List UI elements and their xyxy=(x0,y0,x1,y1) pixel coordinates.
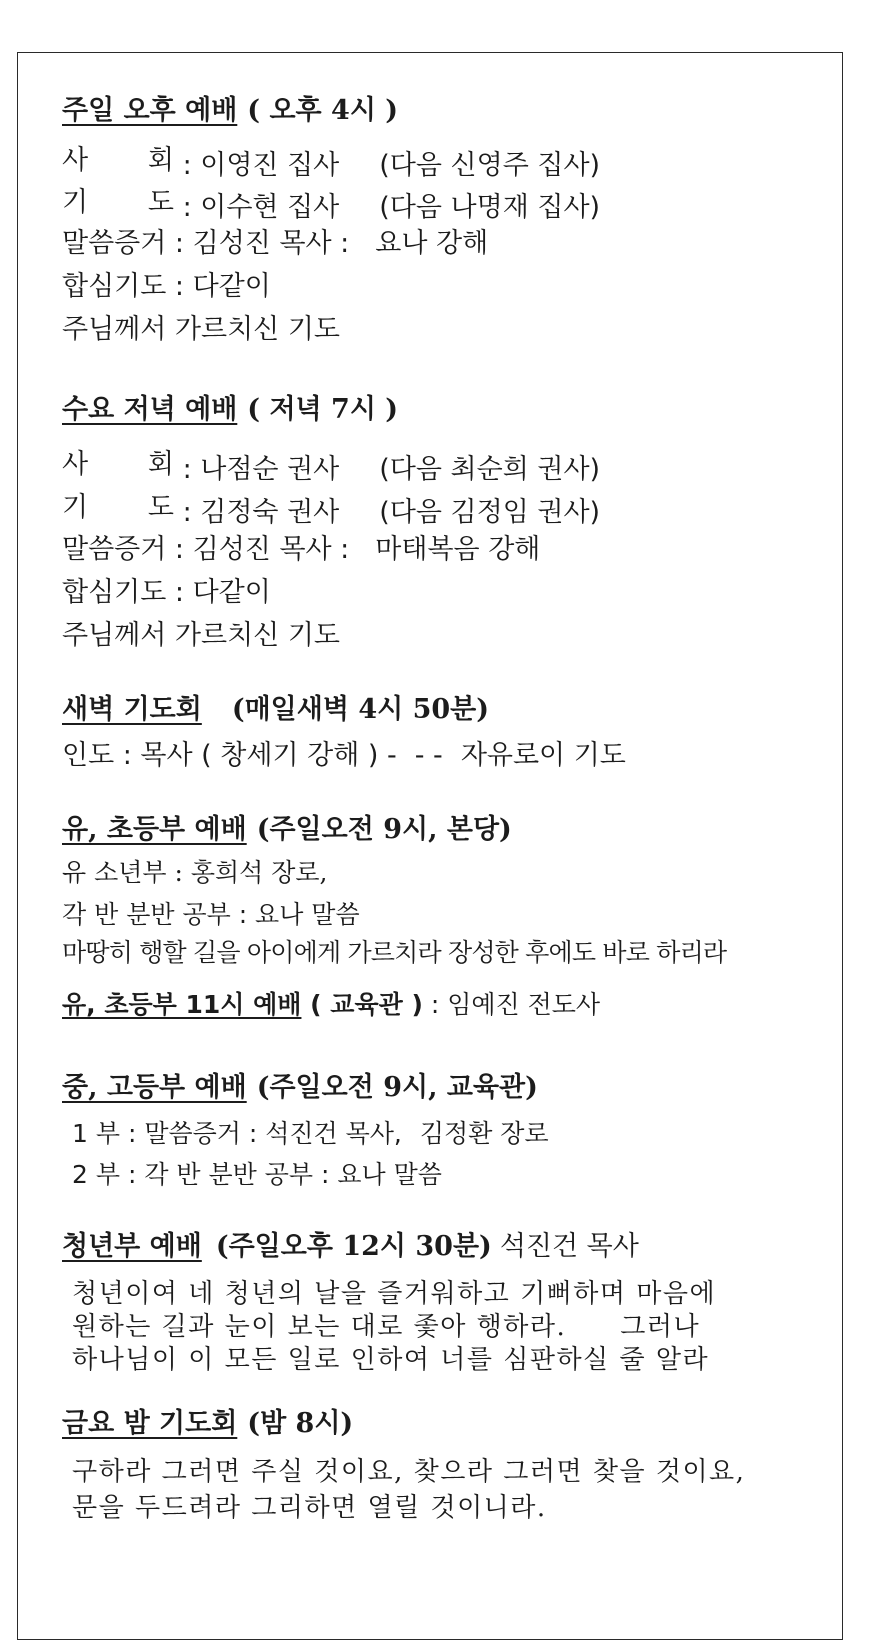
secondary-line2: 2 부 : 각 반 분반 공부 : 요나 말씀 xyxy=(72,1160,442,1189)
sermon-label: 말씀증거 : xyxy=(62,534,185,565)
label-char: 기 xyxy=(62,492,89,523)
dawn-free-prayer: 자유로이 기도 xyxy=(460,740,626,771)
youth-verse-2b: 그러나 xyxy=(620,1312,701,1342)
wednesday-lords-prayer: 주님께서 가르치신 기도 xyxy=(62,620,340,651)
secondary-heading xyxy=(62,1074,538,1101)
label-char: 사 xyxy=(62,449,89,480)
sunday-host-row: 사 회 : 이영진 집사 (다음 신영주 집사) xyxy=(62,145,601,181)
sermon-speaker: 김성진 목사 : xyxy=(192,228,350,259)
dawn-prayer-heading xyxy=(62,696,489,723)
friday-verse-1: 구하라 그러면 주실 것이요, 찾으라 그러면 찾을 것이요, xyxy=(72,1457,746,1487)
sermon-label: 말씀증거 : xyxy=(62,228,185,259)
section-title: 유, 초등부 예배 xyxy=(62,814,247,845)
friday-heading xyxy=(62,1410,353,1437)
prayer-name: 이수현 집사 xyxy=(200,192,340,223)
youth-verse-1: 청년이여 네 청년의 날을 즐거워하고 기뻐하며 마음에 xyxy=(72,1279,717,1309)
elementary-line2: 각 반 분반 공부 : 요나 말씀 xyxy=(62,900,360,929)
dawn-dashes: - - xyxy=(414,740,443,771)
section-time: (밤 8시) xyxy=(247,1408,354,1439)
dawn-prayer-line xyxy=(62,742,626,769)
sunday-unison-prayer: 합심기도 : 다같이 xyxy=(62,271,271,302)
label-char: 도 xyxy=(147,187,174,218)
host-name: 이영진 집사 xyxy=(200,150,340,181)
label-char: 회 xyxy=(147,145,174,176)
wednesday-host-row: 사 회 : 나점순 권사 (다음 최순희 권사) xyxy=(62,449,601,485)
youth-verse-3: 하나님이 이 모든 일로 인하여 너를 심판하실 줄 알라 xyxy=(72,1345,710,1375)
friday-verse-2: 문을 두드려라 그리하면 열릴 것이니라. xyxy=(72,1493,547,1523)
service11-leader: : 임예진 전도사 xyxy=(430,990,601,1019)
elementary-heading xyxy=(62,816,512,843)
section-time: (주일오전 9시, 교육관) xyxy=(256,1072,538,1103)
youth-heading xyxy=(62,1233,639,1260)
section-time: ( 오후 4시 ) xyxy=(247,95,399,126)
prayer-name: 김정숙 권사 xyxy=(200,497,340,528)
sunday-afternoon-heading xyxy=(62,97,398,124)
sunday-lords-prayer: 주님께서 가르치신 기도 xyxy=(62,314,340,345)
elementary-line1: 유 소년부 : 홍희석 장로, xyxy=(62,858,328,887)
label-char: 사 xyxy=(62,145,89,176)
wednesday-sermon-row xyxy=(62,536,540,563)
section-title: 중, 고등부 예배 xyxy=(62,1072,247,1103)
wednesday-heading xyxy=(62,396,398,423)
section-time: (주일오후 12시 30분) xyxy=(215,1231,492,1262)
wednesday-unison-prayer: 합심기도 : 다같이 xyxy=(62,577,271,608)
wednesday-prayer-row: 기 도 : 김정숙 권사 (다음 김정임 권사) xyxy=(62,492,601,528)
sunday-prayer-row: 기 도 : 이수현 집사 (다음 나명재 집사) xyxy=(62,187,601,223)
sermon-topic: 요나 강해 xyxy=(375,228,489,259)
section-title: 새벽 기도회 xyxy=(62,694,202,725)
section-title: 청년부 예배 xyxy=(62,1231,202,1262)
service11-title: 유, 초등부 11시 예배 xyxy=(62,990,302,1019)
sunday-sermon-row xyxy=(62,230,488,257)
next-host: (다음 신영주 집사) xyxy=(379,150,601,181)
label-char: 기 xyxy=(62,187,89,218)
label-char: 도 xyxy=(147,492,174,523)
youth-leader: 석진건 목사 xyxy=(499,1231,639,1262)
sermon-topic: 마태복음 강해 xyxy=(375,534,541,565)
section-title: 주일 오후 예배 xyxy=(62,95,238,126)
section-time: (매일새벽 4시 50분) xyxy=(231,694,490,725)
section-time: ( 저녁 7시 ) xyxy=(247,394,399,425)
label-char: 회 xyxy=(147,449,174,480)
dawn-lead: 인도 : 목사 ( 창세기 강해 ) - xyxy=(62,740,397,771)
service11-place: ( 교육관 ) xyxy=(310,990,423,1019)
elementary-11-service xyxy=(62,992,600,1017)
section-title: 수요 저녁 예배 xyxy=(62,394,238,425)
section-time: (주일오전 9시, 본당) xyxy=(256,814,512,845)
youth-verse-2 xyxy=(62,1314,700,1340)
part1-elder: 김정환 장로 xyxy=(419,1119,549,1148)
sermon-speaker: 김성진 목사 : xyxy=(192,534,350,565)
next-prayer: (다음 김정임 권사) xyxy=(379,497,601,528)
next-host: (다음 최순희 권사) xyxy=(379,454,601,485)
youth-verse-2a: 원하는 길과 눈이 보는 대로 좇아 행하라. xyxy=(72,1312,567,1342)
next-prayer: (다음 나명재 집사) xyxy=(379,192,601,223)
part1: 1 부 : 말씀증거 : 석진건 목사, xyxy=(72,1119,402,1148)
elementary-verse: 마땅히 행할 길을 아이에게 가르치라 장성한 후에도 바로 하리라 xyxy=(62,938,727,967)
host-name: 나점순 권사 xyxy=(200,454,340,485)
section-title: 금요 밤 기도회 xyxy=(62,1408,238,1439)
secondary-line1 xyxy=(62,1121,549,1146)
